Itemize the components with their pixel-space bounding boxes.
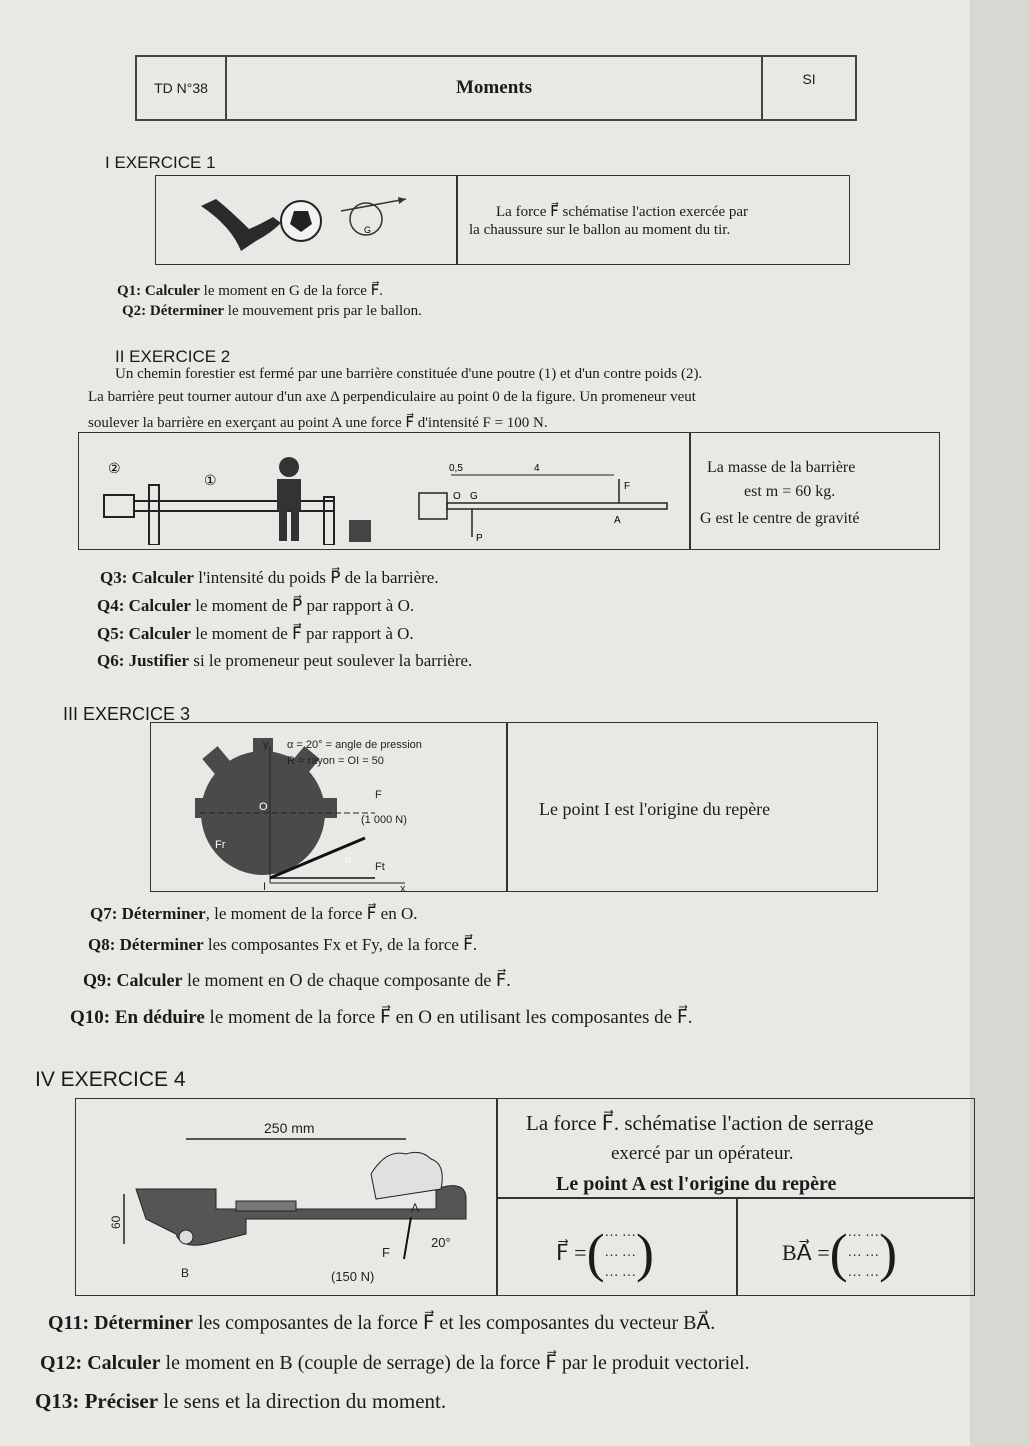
ex4-info-line1: La force F⃗. schématise l'action de serrage — [526, 1111, 874, 1135]
vector-ba-components — [848, 1223, 880, 1283]
q2-verb: Déterminer — [149, 303, 225, 319]
angle-note: α = 20° = angle de pression — [287, 739, 422, 751]
q10-number: Q10: — [70, 1007, 111, 1028]
vector-f-x: … … — [604, 1225, 637, 1240]
q11-number: Q11: — [48, 1312, 90, 1334]
force-value-label: (150 N) — [331, 1269, 375, 1284]
wrench-figure — [86, 1109, 491, 1291]
length-label: 250 mm — [264, 1120, 315, 1136]
vector-f-y: … … — [604, 1245, 637, 1260]
ex2-info-gravity: G est le centre de gravité — [700, 510, 860, 527]
ex2-paragraph-3: soulever la barrière en exerçant au point A une force F⃗ d'intensité F = 100 N. — [88, 415, 548, 431]
q12-verb: Calculer — [87, 1352, 161, 1374]
walker-head — [279, 457, 299, 477]
td-number: TD N°38 — [137, 57, 227, 119]
vector-ba-label: BA⃗ = — [782, 1240, 830, 1265]
vector-ba-field — [782, 1223, 897, 1283]
force-fr-label: Fr — [215, 839, 226, 851]
box-divider — [689, 433, 691, 549]
schema-counterweight — [419, 493, 447, 519]
q8-number: Q8: — [88, 935, 116, 954]
q8-text: les composantes Fx et Fy, de la force F⃗. — [207, 935, 478, 954]
q3-number: Q3: — [100, 568, 128, 587]
q11-text: les composantes de la force F⃗ et les composantes du vecteur BA⃗. — [197, 1312, 716, 1334]
exercise-4-title: IV EXERCICE 4 — [35, 1068, 186, 1091]
paren-close: ) — [879, 1223, 898, 1283]
box-divider — [506, 723, 508, 891]
center-o-label: O — [259, 801, 268, 813]
radius-note: R = rayon = OI = 50 — [287, 755, 384, 767]
q7-text: , le moment de la force F⃗ en O. — [205, 904, 418, 923]
ex4-info-origin: Le point A est l'origine du repère — [556, 1173, 837, 1195]
q3-text: l'intensité du poids P⃗ de la barrière. — [198, 568, 439, 587]
walker-body — [277, 479, 301, 511]
point-b-marker — [179, 1230, 193, 1244]
y-label: y — [263, 739, 269, 751]
q4-number: Q4: — [97, 596, 125, 615]
q9-verb: Calculer — [116, 970, 183, 990]
q12-text: le moment en B (couple de serrage) de la force F⃗ par le produit vectoriel. — [165, 1352, 750, 1374]
ex2-paragraph-1: Un chemin forestier est fermé par une barrière constituée d'une poutre (1) et d'un contre poids (2). — [115, 366, 703, 382]
adjusting-screw — [236, 1201, 296, 1211]
force-f-label: F — [624, 481, 631, 492]
stump-shape — [349, 520, 371, 542]
underlying-sheet — [970, 0, 1030, 1446]
force-value-label: (1 000 N) — [361, 814, 407, 826]
football-kick-figure — [161, 181, 451, 261]
schema-beam — [447, 503, 667, 509]
q10-verb: En déduire — [114, 1007, 205, 1028]
angle-label: 20° — [431, 1235, 451, 1250]
q5-verb: Calculer — [128, 624, 191, 643]
exercise-4-box — [75, 1098, 975, 1296]
q11-verb: Déterminer — [94, 1312, 193, 1334]
question-q9 — [83, 970, 511, 991]
ex2-paragraph-2: La barrière peut tourner autour d'un axe Δ perpendiculaire au point 0 de la figure. Un promeneur veut — [88, 389, 696, 405]
question-q13 — [35, 1389, 446, 1414]
exercise-1-title: I EXERCICE 1 — [105, 153, 216, 172]
dimension-05: 0,5 — [449, 463, 463, 474]
force-f-label: F — [382, 1245, 390, 1260]
paren-open: ( — [586, 1223, 605, 1283]
ex2-info-mass-2: est m = 60 kg. — [744, 483, 836, 500]
q13-verb: Préciser — [84, 1389, 159, 1413]
paren-open: ( — [829, 1223, 848, 1283]
box-divider-horizontal — [496, 1197, 974, 1199]
vector-ba-z: … … — [847, 1265, 880, 1280]
vector-ba-y: … … — [847, 1245, 880, 1260]
q7-verb: Déterminer — [121, 904, 206, 923]
force-arrow-head — [398, 197, 406, 204]
question-q1 — [117, 281, 383, 300]
ex1-desc-line2: la chaussure sur le ballon au moment du tir. — [469, 222, 731, 238]
exercise-2-title: II EXERCICE 2 — [115, 347, 231, 366]
ex4-info-line2: exercé par un opérateur. — [611, 1143, 794, 1164]
angle-label: α — [345, 854, 352, 866]
q13-text: le sens et la direction du moment. — [163, 1389, 447, 1413]
q2-number: Q2: — [122, 303, 147, 319]
point-a-label: A — [614, 515, 621, 526]
q9-text: le moment en O de chaque composante de F⃗. — [186, 970, 511, 990]
question-q6 — [97, 651, 472, 671]
q7-number: Q7: — [90, 904, 118, 923]
exercise-1-box — [155, 175, 850, 265]
point-a-label: A — [411, 1201, 420, 1215]
label-beam: ① — [204, 472, 217, 488]
box-divider — [456, 176, 458, 264]
q4-verb: Calculer — [128, 596, 191, 615]
ex2-info-mass-1: La masse de la barrière — [707, 459, 856, 476]
q4-text: le moment de P⃗ par rapport à O. — [195, 596, 415, 615]
q5-number: Q5: — [97, 624, 125, 643]
q12-number: Q12: — [40, 1352, 83, 1374]
exercise-3-title: III EXERCICE 3 — [63, 704, 191, 724]
question-q3 — [100, 568, 439, 588]
exercise-2-box — [78, 432, 940, 550]
question-q12 — [40, 1350, 750, 1375]
q2-text: le mouvement pris par le ballon. — [227, 303, 422, 319]
question-q5 — [97, 624, 414, 644]
question-q11 — [48, 1310, 715, 1335]
subject-code: SI — [802, 71, 816, 87]
force-arrow-line — [341, 199, 406, 211]
q5-text: le moment de F⃗ par rapport à O. — [195, 624, 414, 643]
q1-verb: Calculer — [144, 283, 200, 299]
point-b-label: B — [181, 1266, 190, 1280]
question-q10 — [70, 1006, 693, 1029]
q8-verb: Déterminer — [119, 935, 204, 954]
ex3-info-origin: Le point I est l'origine du repère — [539, 799, 771, 819]
point-i-label: I — [263, 881, 267, 893]
gear-figure — [195, 728, 495, 893]
height-label: 60 — [109, 1215, 123, 1229]
q1-text: le moment en G de la force F⃗. — [203, 283, 384, 299]
dimension-4: 4 — [534, 463, 540, 474]
q3-verb: Calculer — [131, 568, 194, 587]
hand-shape — [371, 1152, 442, 1199]
beam-shape — [134, 501, 334, 511]
post-left — [149, 485, 159, 545]
point-g-label: G — [470, 491, 478, 502]
force-f-label: F — [375, 789, 382, 801]
question-q7 — [90, 904, 417, 924]
barrier-figure — [94, 445, 684, 545]
point-o-label: O — [453, 491, 461, 502]
vector-f-z: … … — [604, 1265, 637, 1280]
point-g-label: G — [364, 225, 372, 235]
box-divider-cell — [736, 1197, 738, 1295]
force-ft-label: Ft — [375, 861, 385, 873]
force-f-arrow — [404, 1217, 411, 1259]
q6-number: Q6: — [97, 651, 125, 670]
vector-f-label: F⃗ = — [556, 1240, 587, 1265]
question-q2 — [122, 303, 422, 320]
vector-f-components — [605, 1223, 637, 1283]
vector-ba-x: … … — [847, 1225, 880, 1240]
walker-leg-left — [279, 511, 287, 541]
page-title: Moments — [227, 57, 763, 119]
q9-number: Q9: — [83, 970, 112, 990]
post-right — [324, 497, 334, 545]
question-q4 — [97, 596, 414, 616]
q1-number: Q1: — [117, 283, 142, 299]
x-label: x — [400, 883, 406, 893]
q13-number: Q13: — [35, 1389, 80, 1413]
label-counterweight: ② — [108, 460, 121, 476]
walker-leg-right — [291, 511, 299, 541]
q6-text: si le promeneur peut soulever la barrière. — [193, 651, 473, 670]
q6-verb: Justifier — [128, 651, 190, 670]
paren-close: ) — [636, 1223, 655, 1283]
q10-text: le moment de la force F⃗ en O en utilisant les composantes de F⃗. — [209, 1007, 693, 1028]
vector-f-field — [556, 1223, 654, 1283]
header-table — [135, 55, 857, 121]
counterweight-shape — [104, 495, 134, 517]
weight-p-label: P — [476, 533, 483, 544]
ex1-desc-line1: La force F⃗ schématise l'action exercée par — [496, 204, 749, 220]
leg-shoe-shape — [201, 199, 281, 251]
question-q8 — [88, 935, 477, 955]
